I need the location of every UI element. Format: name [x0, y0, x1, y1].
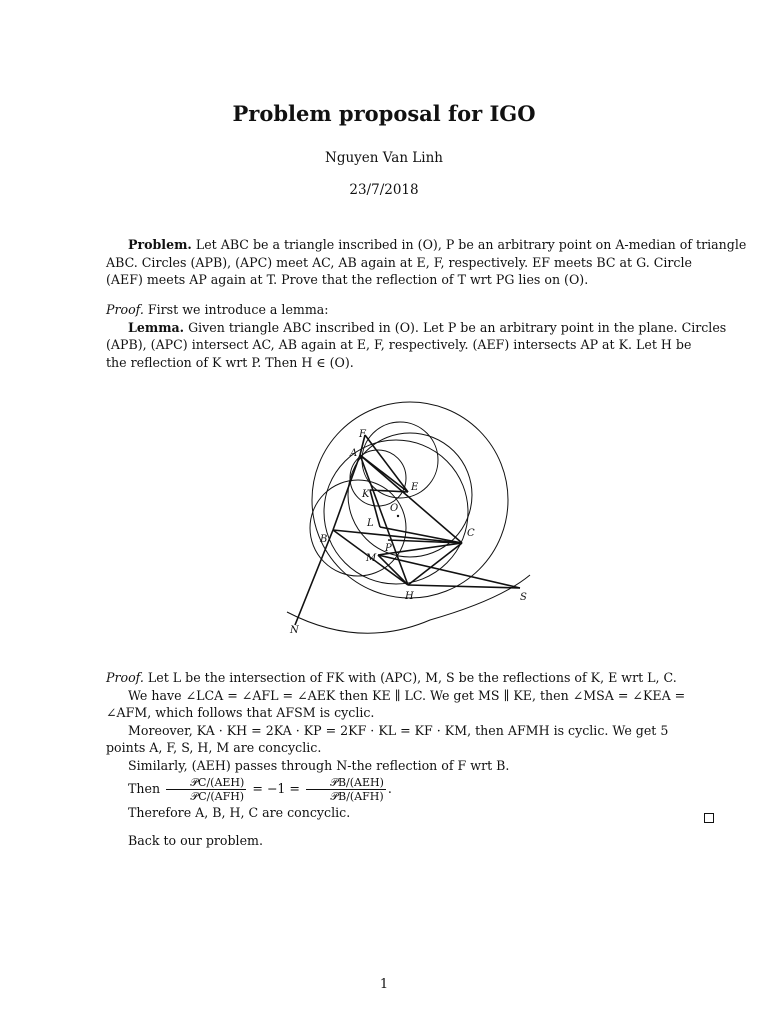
segment-AB [333, 455, 360, 530]
problem-line-3: (AEF) meets AP again at T. Prove that the reflection of T wrt PG lies on (O). [106, 272, 589, 287]
segment-AC [360, 455, 462, 543]
fraction-2-denominator: 𝒫B/(AFH) [330, 790, 384, 803]
proof-intro-text: First we introduce a lemma: [147, 302, 329, 317]
back-to-problem: Back to our problem. [128, 832, 263, 848]
fraction-1 [166, 776, 246, 803]
lemma-line-2: (APB), (APC) intersect AC, AB again at E, F, respectively. (AEF) intersects AP at K. Let H be [106, 337, 692, 352]
label-E: E [411, 482, 419, 493]
date: 23/7/2018 [349, 182, 419, 198]
geometry-figure-svg [280, 398, 540, 638]
fraction-1-numerator: 𝒫C/(AEH) [166, 776, 246, 790]
proof2-line-2: We have ∠LCA = ∠AFL = ∠AEK then KE ∥ LC. We get MS ∥ KE, then ∠MSA = ∠KEA = [128, 687, 686, 703]
label-S: S [520, 592, 527, 603]
problem-line-2: ABC. Circles (APB), (APC) meet AC, AB again at E, F, respectively. EF meets BC at G. Circle [106, 254, 692, 270]
qed-square [704, 813, 714, 823]
proof2-conclusion: Therefore A, B, H, C are concyclic. [128, 805, 351, 820]
page-number: 1 [379, 977, 389, 992]
proof2-line-5: points A, F, S, H, M are concyclic. [106, 740, 322, 755]
proof-intro [106, 301, 727, 371]
lemma-line-1-text: Given triangle ABC inscribed in (O). Let P be an arbitrary point in the plane. Circles [188, 319, 727, 335]
lemma-line-3: the reflection of K wrt P. Then H ∈ (O). [106, 354, 354, 370]
equals-minus-one: = −1 = [252, 781, 300, 796]
equation-period: . [387, 781, 392, 796]
lemma-line-1 [106, 319, 727, 337]
geometry-figure [280, 398, 540, 638]
problem-statement [106, 236, 747, 289]
fraction-1-denominator: 𝒫C/(AFH) [190, 790, 245, 803]
label-C: C [467, 528, 475, 539]
proof-intro-line [106, 301, 718, 319]
paper-title: Problem proposal for IGO [232, 101, 536, 126]
proof2-lead: Proof. [106, 670, 144, 685]
proof2-equation-line [106, 774, 718, 804]
proof2-line-1-text: Let L be the intersection of FK with (APC), M, S be the reflections of K, E wrt L, C. [147, 670, 677, 685]
circle-large-right [312, 402, 508, 598]
label-B: B [320, 534, 328, 545]
segment-MS [378, 555, 520, 588]
proof2-line-3: ∠AFM, which follows that AFSM is cyclic. [106, 705, 375, 720]
author: Nguyen Van Linh [325, 150, 443, 166]
label-L: L [367, 518, 374, 529]
fraction-2-numerator: 𝒫B/(AEH) [306, 776, 386, 790]
fraction-2 [306, 776, 386, 803]
proof2-line-4: Moreover, KA · KH = 2KA · KP = 2KF · KL = KF · KM, then AFMH is cyclic. We get 5 [128, 722, 669, 738]
label-H: H [405, 591, 414, 602]
segment-KE [370, 490, 408, 492]
lemma-proof [106, 669, 718, 849]
problem-lead: Problem. [128, 237, 192, 252]
label-N: N [290, 625, 299, 636]
segment-HS [408, 585, 520, 588]
proof2-line-6: Similarly, (AEH) passes through N-the reflection of F wrt B. [128, 757, 510, 773]
then-word: Then [128, 781, 161, 796]
label-K: K [362, 489, 370, 500]
proof-lead: Proof. [106, 302, 144, 317]
problem-line-1 [106, 236, 747, 254]
segment-MH [378, 555, 408, 585]
proof2-line-1 [106, 669, 718, 687]
label-M: M [366, 553, 377, 564]
point-O [397, 515, 399, 517]
lemma-lead: Lemma. [128, 319, 185, 335]
problem-line-1-text: Let ABC be a triangle inscribed in (O), P be an arbitrary point on A-median of triangle [195, 237, 747, 252]
label-O: O [390, 503, 399, 514]
label-F: F [359, 429, 366, 440]
label-A: A [350, 448, 358, 459]
label-P: P [385, 543, 392, 554]
